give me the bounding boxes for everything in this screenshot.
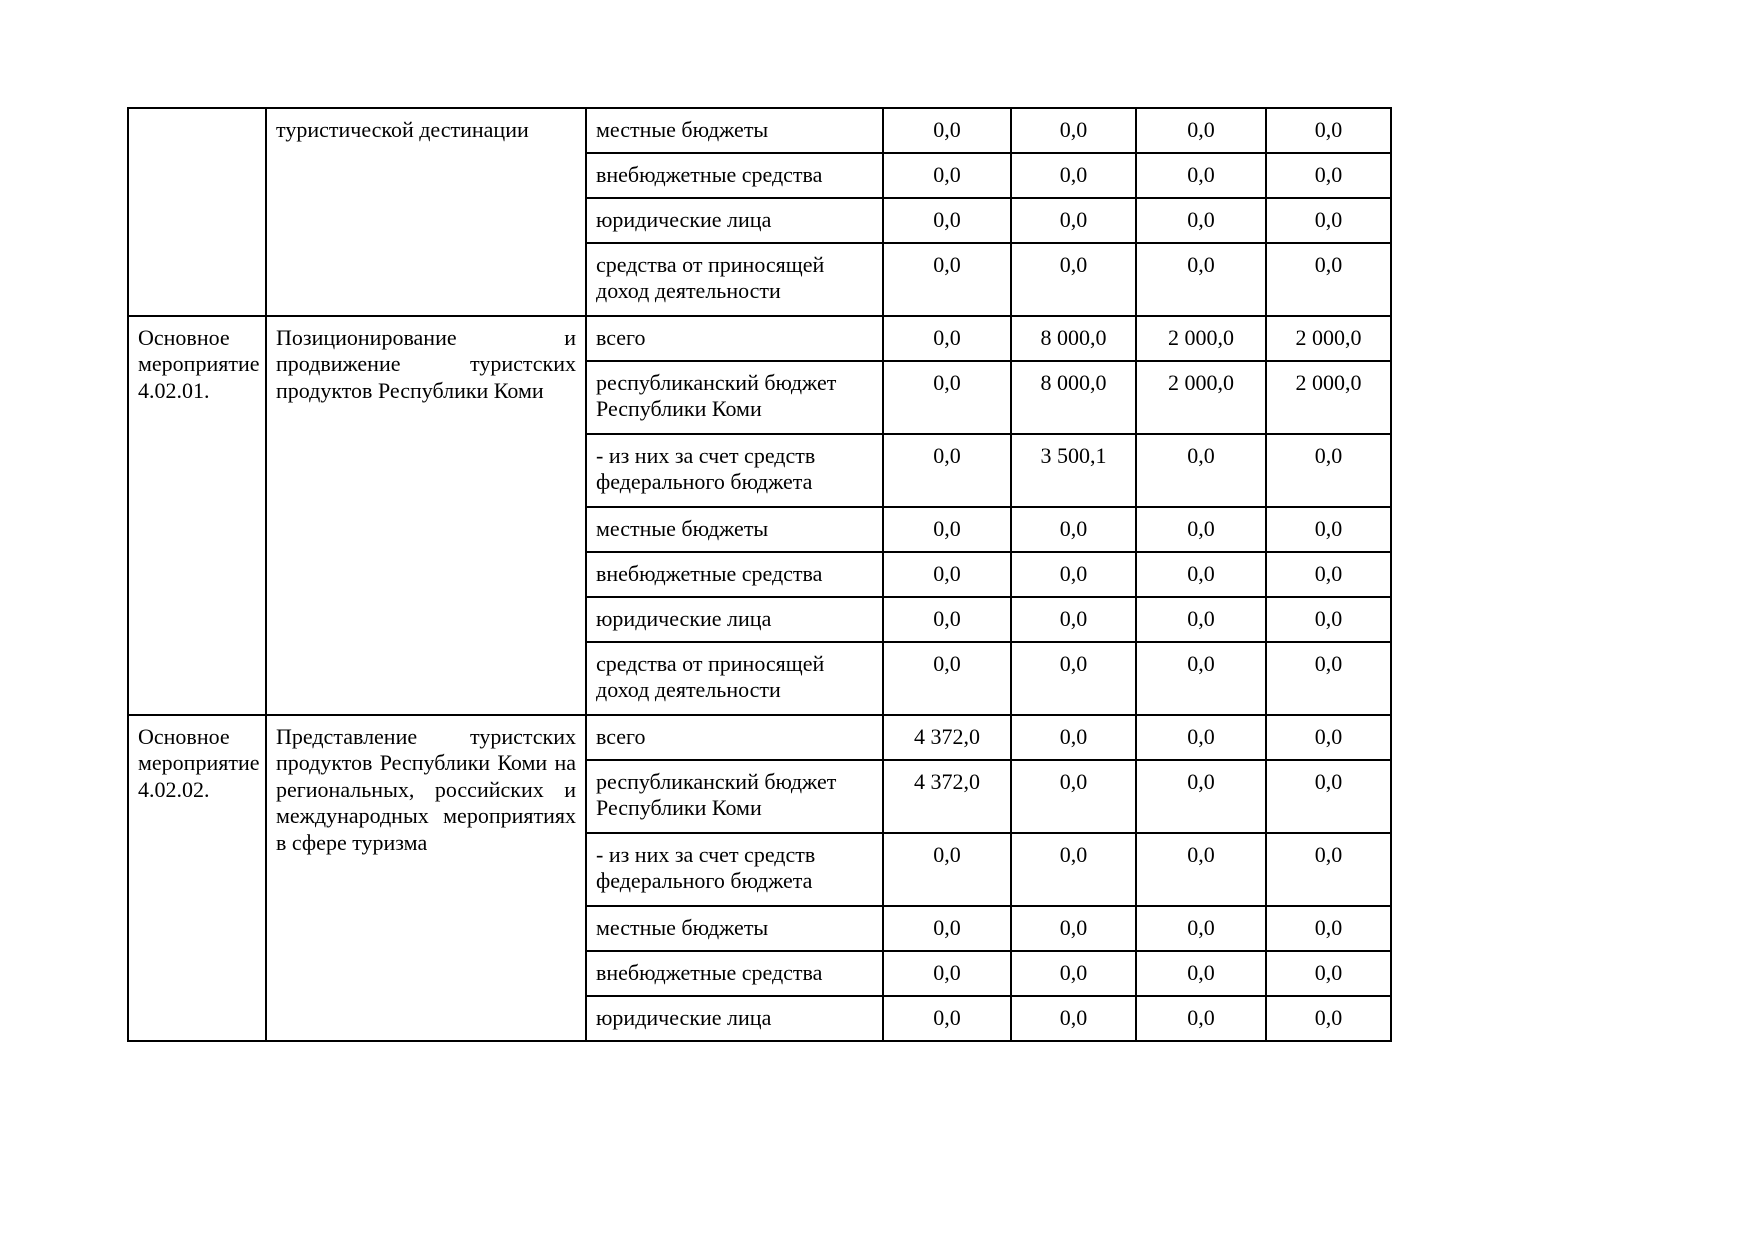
value-cell: 0,0: [883, 642, 1011, 715]
funding-source-cell: республиканский бюджет Республики Коми: [586, 760, 883, 833]
value-cell: 0,0: [1011, 715, 1136, 760]
value-cell: 0,0: [1011, 951, 1136, 996]
funding-source-cell: юридические лица: [586, 597, 883, 642]
value-cell: 0,0: [883, 316, 1011, 361]
value-cell: 0,0: [1011, 507, 1136, 552]
section-label-cell: Основное мероприятие 4.02.01.: [128, 316, 266, 715]
funding-source-cell: - из них за счет средств федерального бюджета: [586, 434, 883, 507]
value-cell: 0,0: [1266, 996, 1391, 1041]
table-row: [128, 108, 1391, 153]
value-cell: 0,0: [1011, 642, 1136, 715]
value-cell: 0,0: [1266, 715, 1391, 760]
value-cell: 0,0: [1011, 243, 1136, 316]
value-cell: 0,0: [1266, 906, 1391, 951]
value-cell: 0,0: [1011, 153, 1136, 198]
funding-source-cell: внебюджетные средства: [586, 951, 883, 996]
value-cell: 0,0: [883, 833, 1011, 906]
funding-source-cell: республиканский бюджет Республики Коми: [586, 361, 883, 434]
value-cell: 0,0: [883, 906, 1011, 951]
value-cell: 0,0: [1266, 642, 1391, 715]
value-cell: 2 000,0: [1266, 361, 1391, 434]
value-cell: 0,0: [883, 198, 1011, 243]
value-cell: 0,0: [1266, 552, 1391, 597]
value-cell: 0,0: [883, 361, 1011, 434]
value-cell: 0,0: [1136, 951, 1266, 996]
value-cell: 0,0: [1136, 906, 1266, 951]
funding-source-cell: всего: [586, 316, 883, 361]
funding-source-cell: юридические лица: [586, 996, 883, 1041]
funding-source-cell: средства от приносящей доход деятельности: [586, 642, 883, 715]
value-cell: 3 500,1: [1011, 434, 1136, 507]
value-cell: 0,0: [1136, 552, 1266, 597]
section-description-cell: туристической дестинации: [266, 108, 586, 316]
value-cell: 0,0: [1266, 507, 1391, 552]
funding-source-cell: местные бюджеты: [586, 906, 883, 951]
value-cell: 0,0: [1266, 243, 1391, 316]
funding-source-cell: внебюджетные средства: [586, 552, 883, 597]
funding-source-cell: внебюджетные средства: [586, 153, 883, 198]
funding-source-cell: местные бюджеты: [586, 108, 883, 153]
value-cell: 8 000,0: [1011, 316, 1136, 361]
value-cell: 0,0: [883, 507, 1011, 552]
section-label-cell: Основное мероприятие 4.02.02.: [128, 715, 266, 1041]
value-cell: 0,0: [1011, 833, 1136, 906]
value-cell: 0,0: [883, 552, 1011, 597]
value-cell: 0,0: [1266, 760, 1391, 833]
section-label-cell: [128, 108, 266, 316]
value-cell: 0,0: [1136, 597, 1266, 642]
value-cell: 0,0: [1136, 198, 1266, 243]
value-cell: 2 000,0: [1136, 361, 1266, 434]
value-cell: 0,0: [1136, 153, 1266, 198]
section-description-cell: Представление туристских продуктов Республики Коми на региональных, российских и международных мероприятиях в сфере туризма: [266, 715, 586, 1041]
funding-source-cell: - из них за счет средств федерального бюджета: [586, 833, 883, 906]
value-cell: 0,0: [1136, 507, 1266, 552]
value-cell: 0,0: [1136, 833, 1266, 906]
value-cell: 0,0: [1266, 951, 1391, 996]
value-cell: 0,0: [1266, 597, 1391, 642]
value-cell: 0,0: [883, 597, 1011, 642]
value-cell: 0,0: [1266, 434, 1391, 507]
value-cell: 0,0: [1011, 552, 1136, 597]
value-cell: 0,0: [883, 951, 1011, 996]
value-cell: 0,0: [1136, 996, 1266, 1041]
value-cell: 0,0: [1136, 715, 1266, 760]
value-cell: 0,0: [1266, 108, 1391, 153]
value-cell: 0,0: [1011, 108, 1136, 153]
value-cell: 2 000,0: [1136, 316, 1266, 361]
value-cell: 0,0: [1011, 996, 1136, 1041]
value-cell: 0,0: [1011, 597, 1136, 642]
value-cell: 4 372,0: [883, 715, 1011, 760]
budget-table: [127, 107, 1392, 1042]
value-cell: 0,0: [883, 243, 1011, 316]
value-cell: 0,0: [1266, 198, 1391, 243]
value-cell: 0,0: [1266, 153, 1391, 198]
value-cell: 0,0: [1011, 906, 1136, 951]
value-cell: 8 000,0: [1011, 361, 1136, 434]
section-description-cell: Позиционирование и продвижение туристских продуктов Республики Коми: [266, 316, 586, 715]
funding-source-cell: юридические лица: [586, 198, 883, 243]
table-row: [128, 316, 1391, 361]
value-cell: 0,0: [1266, 833, 1391, 906]
value-cell: 0,0: [883, 108, 1011, 153]
value-cell: 0,0: [1136, 760, 1266, 833]
value-cell: 0,0: [883, 996, 1011, 1041]
value-cell: 0,0: [1136, 108, 1266, 153]
value-cell: 0,0: [1136, 434, 1266, 507]
value-cell: 4 372,0: [883, 760, 1011, 833]
value-cell: 0,0: [1011, 198, 1136, 243]
funding-source-cell: средства от приносящей доход деятельности: [586, 243, 883, 316]
value-cell: 0,0: [1136, 243, 1266, 316]
funding-source-cell: всего: [586, 715, 883, 760]
value-cell: 0,0: [1136, 642, 1266, 715]
value-cell: 2 000,0: [1266, 316, 1391, 361]
value-cell: 0,0: [1011, 760, 1136, 833]
table-row: [128, 715, 1391, 760]
value-cell: 0,0: [883, 153, 1011, 198]
funding-source-cell: местные бюджеты: [586, 507, 883, 552]
value-cell: 0,0: [883, 434, 1011, 507]
